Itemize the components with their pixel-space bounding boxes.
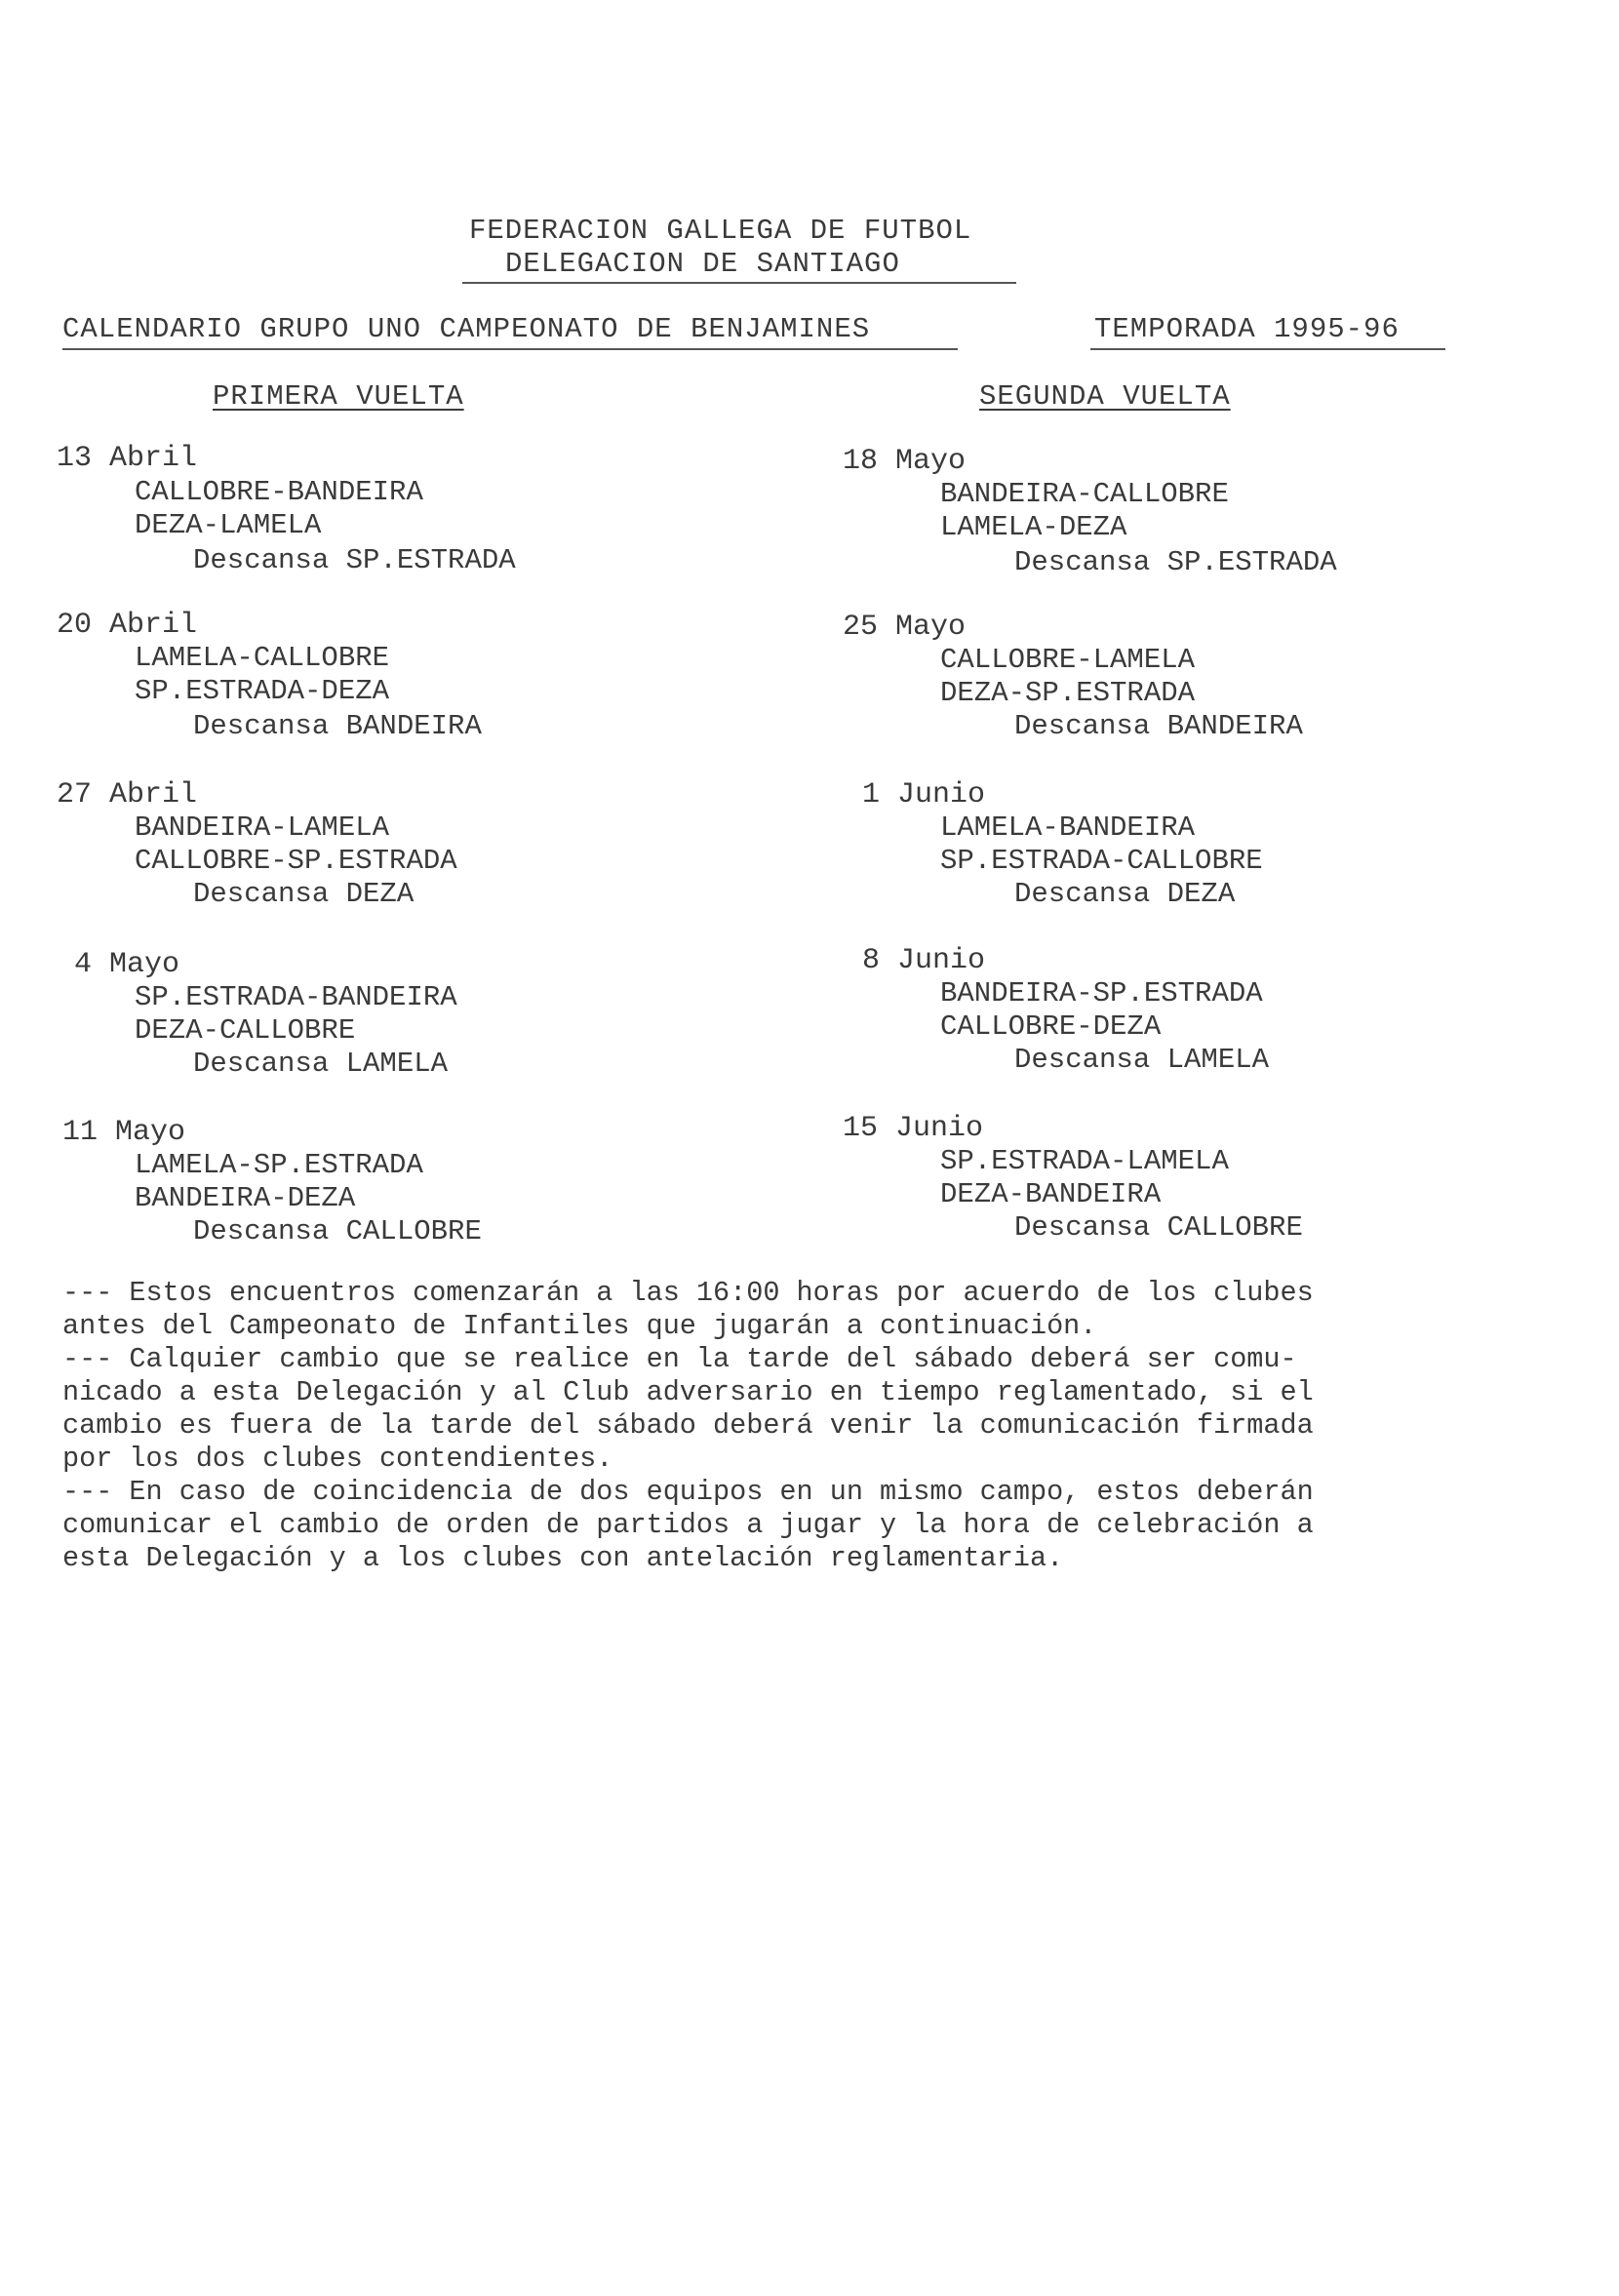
note-line: comunicar el cambio de orden de partidos a jugar y la hora de celebración a xyxy=(62,1509,1314,1541)
segunda-vuelta-heading: SEGUNDA VUELTA xyxy=(979,380,1231,413)
round-date: 8 Junio xyxy=(862,944,986,977)
header-rule xyxy=(462,282,1016,284)
match-line: DEZA-LAMELA xyxy=(135,509,322,541)
season-rule xyxy=(1090,348,1445,350)
primera-vuelta-heading: PRIMERA VUELTA xyxy=(213,380,464,413)
match-line: LAMELA-DEZA xyxy=(940,511,1127,543)
match-line: LAMELA-BANDEIRA xyxy=(940,812,1196,844)
note-line: antes del Campeonato de Infantiles que jugarán a continuación. xyxy=(62,1310,1097,1342)
match-line: BANDEIRA-DEZA xyxy=(135,1182,356,1214)
match-line: BANDEIRA-SP.ESTRADA xyxy=(940,977,1263,1009)
round-date: 11 Mayo xyxy=(62,1116,186,1149)
rest-line: Descansa CALLOBRE xyxy=(1014,1211,1303,1244)
match-line: CALLOBRE-SP.ESTRADA xyxy=(135,845,457,877)
match-line: SP.ESTRADA-LAMELA xyxy=(940,1145,1229,1177)
calendar-title-rule xyxy=(62,348,958,350)
round-date: 15 Junio xyxy=(843,1112,984,1145)
federation-title: FEDERACION GALLEGA DE FUTBOL xyxy=(469,215,972,247)
note-line: --- Calquier cambio que se realice en la tarde del sábado deberá ser comu- xyxy=(62,1343,1297,1375)
season-label: TEMPORADA 1995-96 xyxy=(1094,313,1400,345)
rest-line: Descansa SP.ESTRADA xyxy=(1014,546,1337,578)
match-line: BANDEIRA-CALLOBRE xyxy=(940,478,1229,510)
round-date: 20 Abril xyxy=(57,609,198,642)
round-date: 13 Abril xyxy=(57,442,198,475)
rest-line: Descansa BANDEIRA xyxy=(193,710,482,742)
match-line: LAMELA-SP.ESTRADA xyxy=(135,1149,423,1181)
rest-line: Descansa DEZA xyxy=(193,878,415,910)
note-line: --- En caso de coincidencia de dos equipos en un mismo campo, estos deberán xyxy=(62,1476,1314,1508)
note-line: cambio es fuera de la tarde del sábado deberá venir la comunicación firmada xyxy=(62,1409,1314,1442)
rest-line: Descansa LAMELA xyxy=(193,1048,449,1080)
match-line: CALLOBRE-DEZA xyxy=(940,1010,1162,1043)
match-line: SP.ESTRADA-DEZA xyxy=(135,675,390,707)
match-line: CALLOBRE-BANDEIRA xyxy=(135,476,423,508)
rest-line: Descansa DEZA xyxy=(1014,878,1236,910)
match-line: LAMELA-CALLOBRE xyxy=(135,642,390,674)
rest-line: Descansa SP.ESTRADA xyxy=(193,544,516,576)
match-line: DEZA-SP.ESTRADA xyxy=(940,677,1196,709)
round-date: 1 Junio xyxy=(862,778,986,812)
match-line: CALLOBRE-LAMELA xyxy=(940,644,1196,676)
rest-line: Descansa CALLOBRE xyxy=(193,1215,482,1247)
round-date: 18 Mayo xyxy=(843,445,967,478)
match-line: SP.ESTRADA-CALLOBRE xyxy=(940,845,1263,877)
rest-line: Descansa BANDEIRA xyxy=(1014,710,1303,742)
round-date: 27 Abril xyxy=(57,778,198,812)
round-date: 4 Mayo xyxy=(74,948,180,981)
note-line: esta Delegación y a los clubes con antelación reglamentaria. xyxy=(62,1542,1064,1574)
note-line: nicado a esta Delegación y al Club adversario en tiempo reglamentado, si el xyxy=(62,1376,1314,1408)
delegation-title: DELEGACION DE SANTIAGO xyxy=(505,248,900,280)
match-line: DEZA-BANDEIRA xyxy=(940,1178,1162,1210)
note-line: --- Estos encuentros comenzarán a las 16:00 horas por acuerdo de los clubes xyxy=(62,1277,1314,1309)
match-line: SP.ESTRADA-BANDEIRA xyxy=(135,981,457,1013)
match-line: BANDEIRA-LAMELA xyxy=(135,812,390,844)
note-line: por los dos clubes contendientes. xyxy=(62,1443,613,1475)
calendar-title: CALENDARIO GRUPO UNO CAMPEONATO DE BENJAMINES xyxy=(62,313,871,345)
round-date: 25 Mayo xyxy=(843,611,967,644)
rest-line: Descansa LAMELA xyxy=(1014,1044,1270,1076)
match-line: DEZA-CALLOBRE xyxy=(135,1014,356,1047)
